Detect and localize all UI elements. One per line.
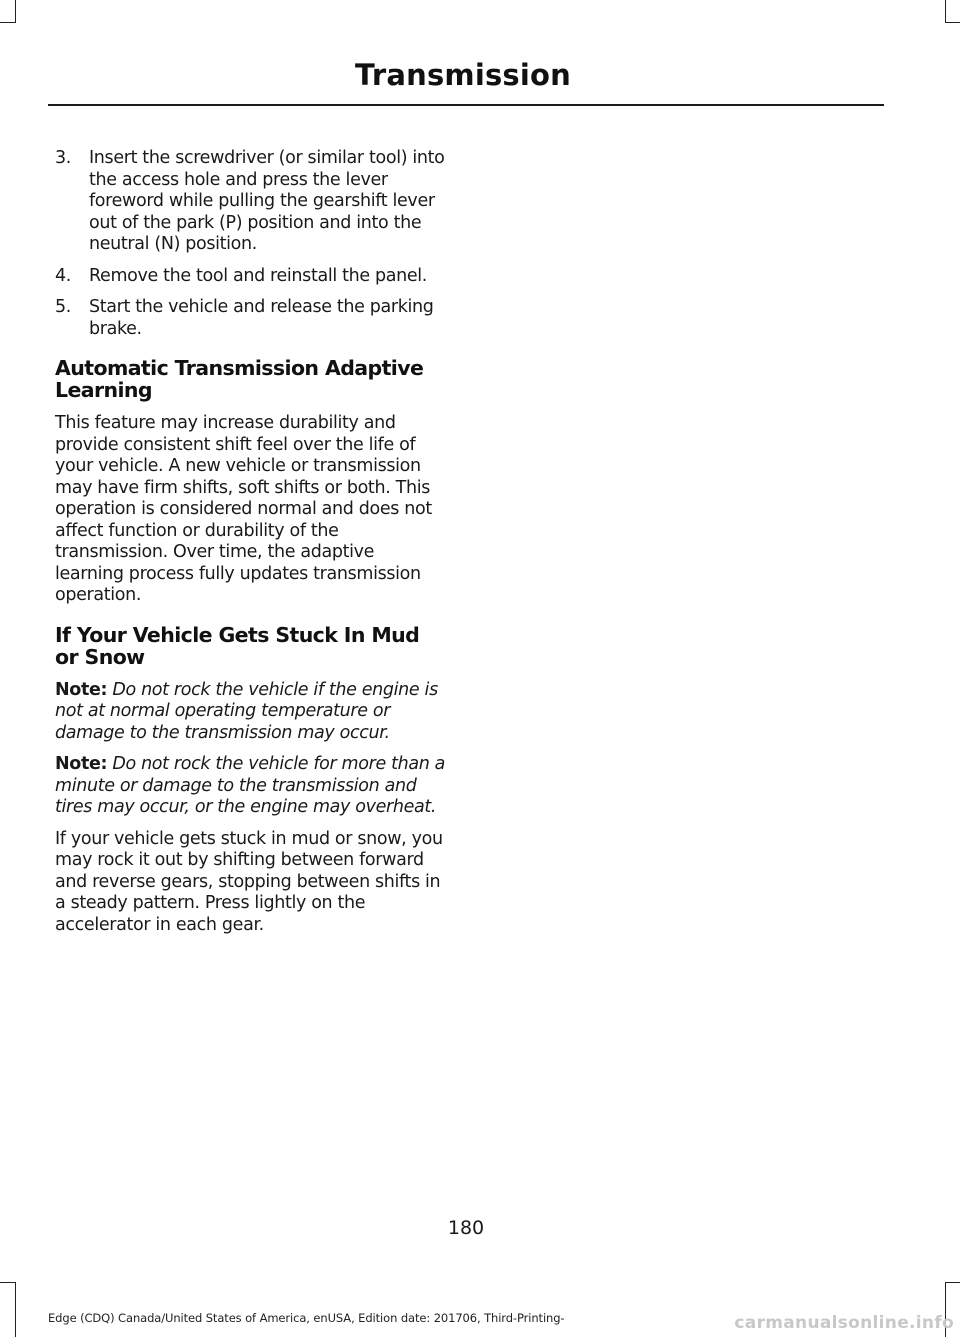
crop-mark-top-right-horizontal	[945, 22, 960, 23]
main-content	[55, 148, 447, 946]
crop-mark-top-right-vertical	[945, 0, 946, 22]
note-text: Do not rock the vehicle for more than a minute or damage to the transmission and tires may occur, or the engine may overheat.	[55, 754, 446, 817]
note-label: Note:	[55, 754, 108, 774]
crop-mark-bottom-left-horizontal	[0, 1282, 16, 1283]
watermark: carmanualsonline.info	[734, 1313, 954, 1333]
step-number: 5.	[55, 297, 71, 317]
list-item	[55, 266, 447, 288]
procedure-steps	[55, 148, 447, 340]
step-number: 4.	[55, 265, 71, 286]
section-heading-stuck-in-mud: If Your Vehicle Gets Stuck In Mud or Snow	[55, 622, 420, 669]
note-label: Note:	[55, 679, 108, 700]
step-text: Start the vehicle and release the parking brake.	[89, 297, 434, 339]
adaptive-learning-paragraph: This feature may increase durability and provide consistent shift feel over the life of your vehicle. A new vehicle or transmission may have firm shifts, soft shifts or both. This operation is considered normal and does not affect function or durability of the transmission. Over time, the adaptive learning process fully updates transmission operation.	[55, 413, 432, 605]
step-text: Remove the tool and reinstall the panel.	[89, 265, 427, 286]
step-text: Insert the screwdriver (or similar tool) into the access hole and press the lever foreword while pulling the gearshift lever out of the park (P) position and into the neutral (N) position.	[89, 148, 445, 254]
page-title: Transmission	[355, 58, 571, 92]
note-paragraph	[55, 680, 447, 745]
page-number: 180	[447, 1217, 485, 1239]
crop-mark-bottom-right-horizontal	[945, 1282, 960, 1283]
list-item	[55, 148, 447, 256]
stuck-in-mud-paragraph: If your vehicle gets stuck in mud or snow, you may rock it out by shifting between forward and reverse gears, stopping between shifts in a steady pattern. Press lightly on the accelerator in each gear.	[55, 828, 443, 935]
note-text: Do not rock the vehicle if the engine is not at normal operating temperature or damage to the transmission may occur.	[55, 679, 438, 743]
crop-mark-top-left-horizontal	[0, 22, 16, 23]
edition-footer: Edge (CDQ) Canada/United States of America, enUSA, Edition date: 201706, Third-Printing-	[48, 1311, 565, 1325]
note-paragraph	[55, 754, 447, 819]
step-number: 3.	[55, 148, 71, 168]
list-item	[55, 297, 447, 340]
section-heading-adaptive-learning: Automatic Transmission Adaptive Learning	[55, 356, 424, 402]
header-divider	[48, 104, 884, 106]
crop-mark-top-left-vertical	[15, 0, 16, 22]
crop-mark-bottom-left-vertical	[15, 1282, 16, 1337]
